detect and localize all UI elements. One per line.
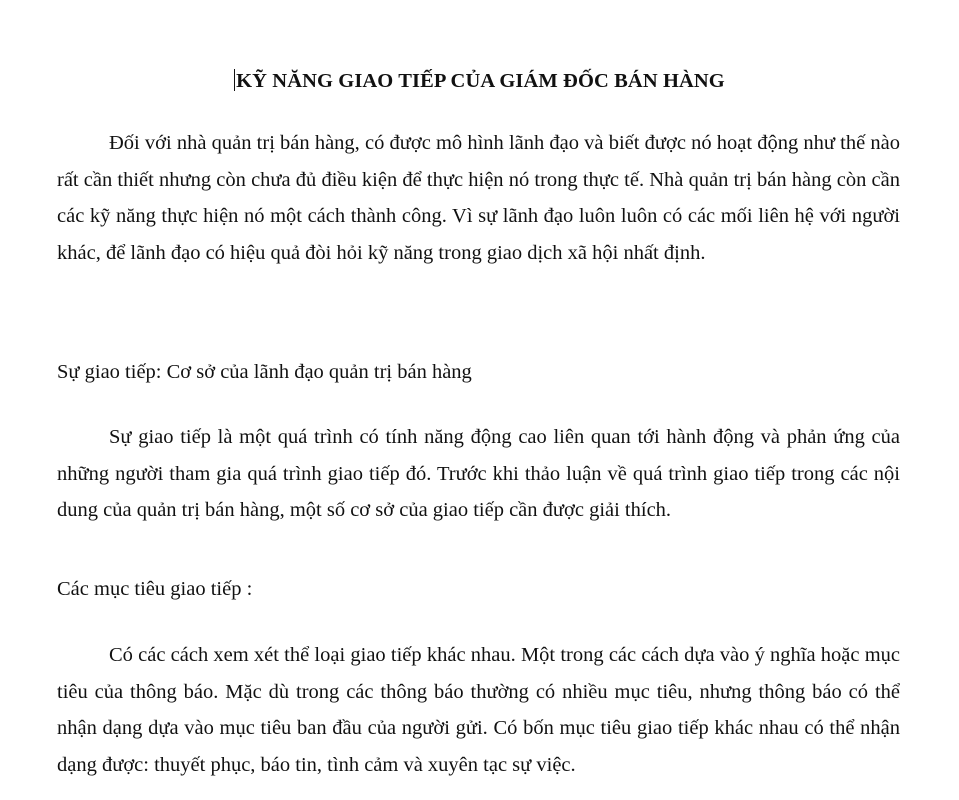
document-title-line (0, 66, 959, 96)
paragraph-intro: Đối với nhà quản trị bán hàng, có được mô hình lãnh đạo và biết được nó hoạt động như thế nào rất cần thiết nhưng còn chưa đủ điều kiện để thực hiện nó trong thực tế. Nhà quản trị bán hàng còn cần các kỹ năng thực hiện nó một cách thành công. Vì sự lãnh đạo luôn luôn có các mối liên hệ với người khác, để lãnh đạo có hiệu quả đòi hỏi kỹ năng trong giao dịch xã hội nhất định. (57, 132, 900, 264)
section-heading-communication: Sự giao tiếp: Cơ sở của lãnh đạo quản trị bán hàng (57, 361, 472, 383)
section-heading-objectives: Các mục tiêu giao tiếp : (57, 578, 253, 600)
paragraph-communication: Sự giao tiếp là một quá trình có tính năng động cao liên quan tới hành động và phản ứng của những người tham gia quá trình giao tiếp đó. Trước khi thảo luận về quá trình giao tiếp trong các nội dung của quản trị bán hàng, một số cơ sở của giao tiếp cần được giải thích. (57, 426, 900, 522)
document-title: KỸ NĂNG GIAO TIẾP CỦA GIÁM ĐỐC BÁN HÀNG (236, 70, 725, 92)
text-cursor (234, 69, 235, 91)
paragraph-objectives: Có các cách xem xét thể loại giao tiếp khác nhau. Một trong các cách dựa vào ý nghĩa hoặc mục tiêu của thông báo. Mặc dù trong các thông báo thường có nhiều mục tiêu, nhưng thông báo có thể nhận dạng dựa vào mục tiêu ban đầu của người gửi. Có bốn mục tiêu giao tiếp khác nhau có thể nhận dạng được: thuyết phục, báo tin, tình cảm và xuyên tạc sự việc. (57, 644, 900, 776)
